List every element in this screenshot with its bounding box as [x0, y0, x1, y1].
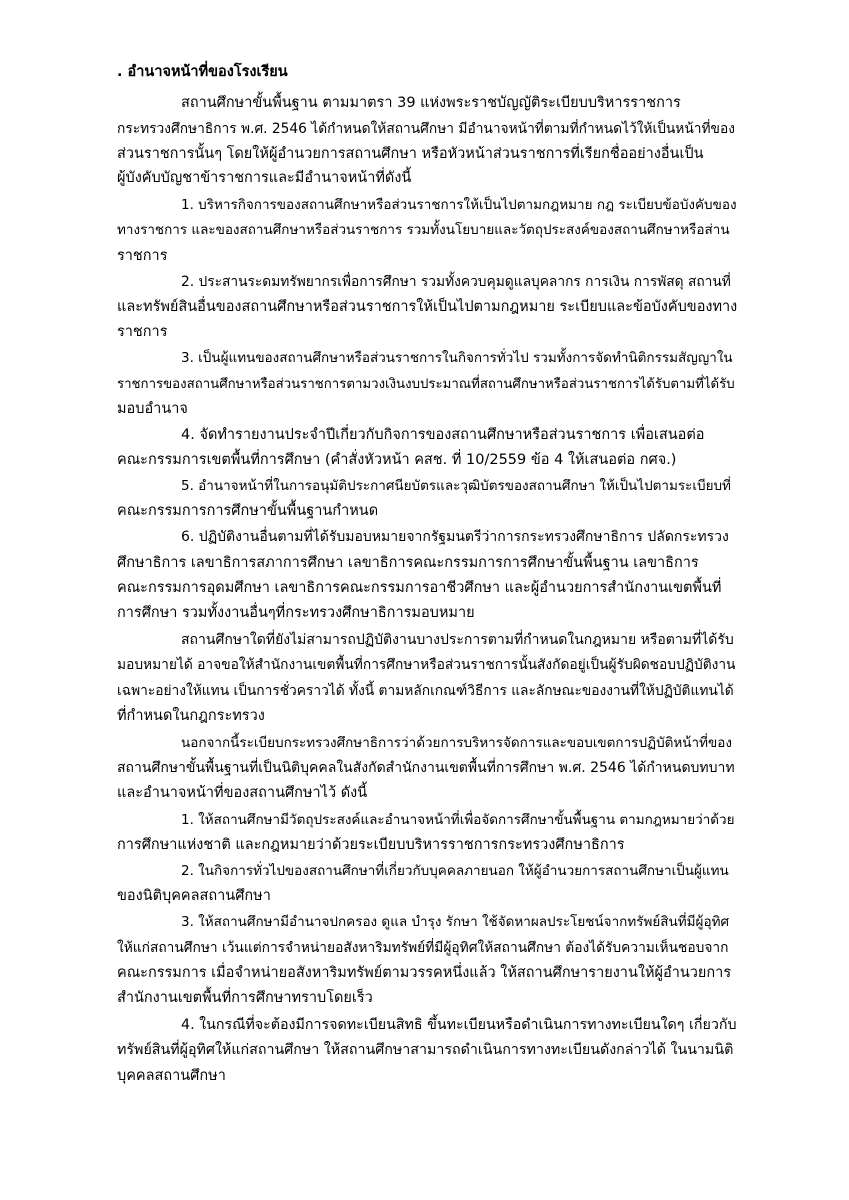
section-title: . อำนาจหน้าที่ของโรงเรียน	[117, 64, 288, 80]
paragraph-line: นอกจากนี้ระเบียบกระทรวงศึกษาธิการว่าด้วยการบริหารจัดการและขอบเขตการปฏิบัติหน้าที่ของ	[181, 735, 732, 751]
list-item-line: ราชการ	[117, 324, 168, 340]
list-item-line: 4. จัดทำรายงานประจำปีเกี่ยวกับกิจการของสถานศึกษาหรือส่วนราชการ เพื่อเสนอต่อ	[181, 427, 705, 443]
list-item-line: การศึกษาแห่งชาติ และกฎหมายว่าด้วยระเบียบบริหารราชการกระทรวงศึกษาธิการ	[117, 837, 625, 853]
paragraph-line: ส่วนราชการนั้นๆ โดยให้ผู้อำนวยการสถานศึกษา หรือหัวหน้าส่วนราชการที่เรียกชื่ออย่างอื่นเป็น	[117, 146, 704, 162]
paragraph-line: ที่กำหนดในกฎกระทรวง	[117, 708, 265, 724]
list-item-line: ทางราชการ และของสถานศึกษาหรือส่วนราชการ รวมทั้งนโยบายและวัตถุประสงค์ของสถานศึกษาหรือส่าน	[117, 222, 730, 238]
paragraph-line: กระทรวงศึกษาธิการ พ.ศ. 2546 ได้กำหนดให้สถานศึกษา มีอำนาจหน้าที่ตามที่กำหนดไว้ให้เป็นหน้าที่ของ	[117, 121, 735, 137]
list-item-line: 1. บริหารกิจการของสถานศึกษาหรือส่วนราชการให้เป็นไปตามกฎหมาย กฎ ระเบียบข้อบังคับของ	[181, 197, 737, 213]
list-item-line: สำนักงานเขตพื้นที่การศึกษาทราบโดยเร็ว	[117, 990, 373, 1006]
list-item-line: ราชการ	[117, 248, 168, 264]
list-item-line: การศึกษา รวมทั้งงานอื่นๆที่กระทรวงศึกษาธิการมอบหมาย	[117, 605, 475, 621]
list-item-line: ทรัพย์สินที่ผู้อุทิศให้แก่สถานศึกษา ให้สถานศึกษาสามารถดำเนินการทางทะเบียนดังกล่าวได้ ในนามนิติ	[117, 1042, 734, 1058]
paragraph-line: สถานศึกษาขั้นพื้นฐาน ตามมาตรา 39 แห่งพระราชบัญญัติระเบียบบริหารราชการ	[181, 95, 681, 111]
list-item-line: และทรัพย์สินอื่นของสถานศึกษาหรือส่วนราชการให้เป็นไปตามกฎหมาย ระเบียบและข้อบังคับของทาง	[117, 299, 738, 315]
list-item-line: คณะกรรมการเขตพื้นที่การศึกษา (คำสั่งหัวหน้า คสช. ที่ 10/2559 ข้อ 4 ให้เสนอต่อ กศจ.)	[117, 452, 677, 468]
list-item-line: 4. ในกรณีที่จะต้องมีการจดทะเบียนสิทธิ ขึ้นทะเบียนหรือดำเนินการทางทะเบียนใดๆ เกี่ยวกับ	[181, 1017, 737, 1033]
list-item-line: ของนิติบุคคลสถานศึกษา	[117, 888, 271, 904]
list-item-line: 5. อำนาจหน้าที่ในการอนุมัติประกาศนียบัตรและวุฒิบัตรของสถานศึกษา ให้เป็นไปตามระเบียบที่	[181, 478, 731, 494]
list-item-line: บุคคลสถานศึกษา	[117, 1068, 226, 1084]
paragraph-line: สถานศึกษาใดที่ยังไม่สามารถปฏิบัติงานบางประการตามที่กำหนดในกฎหมาย หรือตามที่ได้รับ	[181, 632, 734, 648]
list-item-line: ศึกษาธิการ เลขาธิการสภาการศึกษา เลขาธิการคณะกรรมการการศึกษาขั้นพื้นฐาน เลขาธิการ	[117, 555, 699, 571]
list-item-line: 3. ให้สถานศึกษามีอำนาจปกครอง ดูแล บำรุง รักษา ใช้จัดหาผลประโยชน์จากทรัพย์สินที่มีผู้อุทิศ	[181, 914, 730, 930]
paragraph-line: มอบหมายได้ อาจขอให้สำนักงานเขตพื้นที่การศึกษาหรือส่วนราชการนั้นสังกัดอยู่เป็นผู้รับผิดชอบปฏิบัติงาน	[117, 657, 736, 673]
list-item-line: 2. ในกิจการทั่วไปของสถานศึกษาที่เกี่ยวกับบุคคลภายนอก ให้ผู้อำนวยการสถานศึกษาเป็นผู้แทน	[181, 863, 729, 879]
list-item-line: 6. ปฏิบัติงานอื่นตามที่ได้รับมอบหมายจากรัฐมนตรีว่าการกระทรวงศึกษาธิการ ปลัดกระทรวง	[181, 529, 729, 545]
paragraph-line: และอำนาจหน้าที่ของสถานศึกษาไว้ ดังนี้	[117, 785, 368, 801]
list-item-line: มอบอำนาจ	[117, 401, 188, 417]
list-item-line: ให้แก่สถานศึกษา เว้นแต่การจำหน่ายอสังหาริมทรัพย์ที่มีผู้อุทิศให้สถานศึกษา ต้องได้รับความเห็นชอบจาก	[117, 940, 729, 956]
paragraph-line: เฉพาะอย่างให้แทน เป็นการชั่วคราวได้ ทั้งนี้ ตามหลักเกณฑ์วิธีการ และลักษณะของงานที่ให้ปฏิบัติแทนได้	[117, 683, 734, 699]
list-item-line: 3. เป็นผู้แทนของสถานศึกษาหรือส่วนราชการในกิจการทั่วไป รวมทั้งการจัดทำนิติกรรมสัญญาใน	[181, 350, 733, 366]
list-item-line: ราชการของสถานศึกษาหรือส่วนราชการตามวงเงินงบประมาณที่สถานศึกษาหรือส่วนราชการได้รับตามที่ได้รับ	[117, 377, 735, 392]
list-item-line: 2. ประสานระดมทรัพยากรเพื่อการศึกษา รวมทั้งควบคุมดูแลบุคลากร การเงิน การพัสดุ สถานที่	[181, 274, 731, 290]
list-item-line: 1. ให้สถานศึกษามีวัตถุประสงค์และอำนาจหน้าที่เพื่อจัดการศึกษาขั้นพื้นฐาน ตามกฎหมายว่าด้วย	[181, 812, 735, 828]
paragraph-line: สถานศึกษาขั้นพื้นฐานที่เป็นนิติบุคคลในสังกัดสำนักงานเขตพื้นที่การศึกษา พ.ศ. 2546 ได้กำหนดบทบาท	[117, 760, 735, 776]
list-item-line: คณะกรรมการการศึกษาขั้นพื้นฐานกำหนด	[117, 503, 379, 519]
list-item-line: คณะกรรมการ เมื่อจำหน่ายอสังหาริมทรัพย์ตามวรรคหนึ่งแล้ว ให้สถานศึกษารายงานให้ผู้อำนวยการ	[117, 965, 732, 981]
list-item-line: คณะกรรมการอุดมศึกษา เลขาธิการคณะกรรมการอาชีวศึกษา และผู้อำนวยการสำนักงานเขตพื้นที่	[117, 580, 722, 596]
paragraph-line: ผู้บังคับบัญชาข้าราชการและมีอำนาจหน้าที่ดังนี้	[117, 170, 412, 186]
